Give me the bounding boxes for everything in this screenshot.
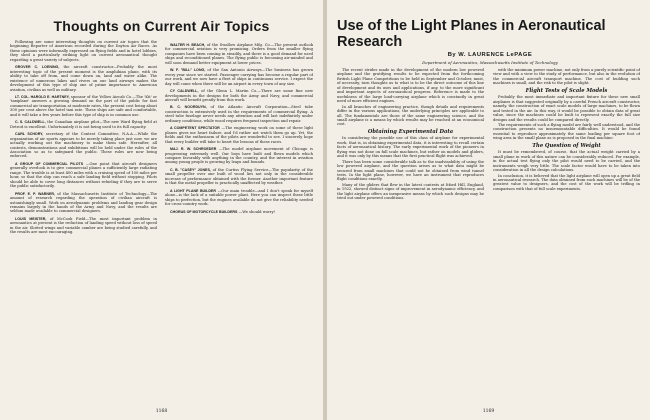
quote-paragraph	[10, 95, 157, 117]
paragraph-text: The recent strides made in the development of the modern low powered airplane and the gratifying results to be expected from the forthcoming British Light Plane Competitions to be held in September and October, must, of necessity, turn thoughts as to what is to be the direct outcome of this line of development and its uses and applications, if any, to the more significant and important aspects of aeronautical progress. Reference is made to the usefulness of the large load-carrying airplane which is constantly in great need of more efficient engines.	[337, 68, 484, 104]
speaker-name: A LIGHT PLANE BUILDER	[170, 188, 216, 193]
speaker-name: CY CALDWELL,	[170, 89, 199, 94]
left-page-title: Thoughts on Current Air Topics	[53, 18, 270, 34]
quote-paragraph	[165, 89, 313, 102]
quote-paragraph	[165, 168, 313, 186]
left-column-1	[10, 40, 157, 402]
quote-paragraph	[165, 147, 313, 165]
paragraph-text: of the Massachusetts Institute of Technology—The amount of research regarding the operation of civilian aircraft is astonishingly small. Work on aerodynamic problems and landing gear design remains largely in the hands of the Army and Navy, and the results are seldom made available to commercial designers.	[10, 191, 157, 214]
body-paragraph	[493, 95, 640, 122]
paragraph-text: Probably the most immediate and important fixture for these new small airplanes is that suggested originally by a careful French aircraft constructor, namely, the construction of exact scale models of large machines, to be flown and tested in the air. In this way, it would be possible to obtain data of great value, since the machines could be built to represent exactly the full size designs and the results could be compared directly.	[493, 95, 640, 122]
paragraph-text: of McCook Field—The most important problem in aeronautics at present is the reduction of landing speed without loss of speed in the air. Slotted wings and variable camber are being studied carefully, and the results are most encouraging.	[10, 216, 157, 235]
speaker-name: WALTER H. BEACH,	[170, 43, 206, 47]
paragraph-text: Many of the gliders that flew in the latest contests at Itford Hill, England, in 1922, showed distinct signs of improvement in aerodynamic efficiency, and the light airplane offers an inexpensive means by which such designs may be tried out under powered conditions.	[337, 182, 484, 201]
body-paragraph	[337, 160, 484, 182]
left-page	[0, 0, 323, 420]
paragraph-text: the Canadian airplane pilot—The new Ward flying field at Detroit is excellent. Unfortunately it is not being used to its full capacity.	[10, 120, 157, 129]
quote-paragraph	[10, 192, 157, 214]
quote-paragraph	[10, 120, 157, 129]
right-page	[327, 0, 650, 420]
speaker-name: C. B. "CASEY" JONES,	[170, 167, 211, 172]
paragraph-text: the aircraft constructor—Probably the most interesting topic of the present moment is the amphibian plane, with its ability to take off from, and come down on, land and water alike. The existence of numerous lakes and rivers on our land airways makes the development of this type of ship one of prime importance to American aviation, civilian as well as military.	[10, 65, 157, 92]
paragraph-text: with the minimum power machine, not only from a purely scientific point of view and with a view to the study of performance, but also in the evolution of the commercial aircraft transport machine. The cost of building such machines is small, and the risk to the pilot is slight.	[493, 68, 640, 86]
body-paragraph	[337, 105, 484, 127]
paragraph-text: of the Curtiss Flying Service—The popularity of the small propeller over one built of wood lies not only in the considerable increase of performance obtained with the former. Another important feature is that the metal propeller is practically unaffected by weather.	[165, 167, 313, 186]
quote-paragraph	[10, 132, 157, 159]
paragraph-text: In considering the possible use of this class of airplane for experimental work, that is, in obtaining experimental data, it is interesting to recall certain facts of aeronautical history. The early experimental work of the pioneers in flying was not done on full scale machines, but rather on models and gliders, and it was only by this means that the first practical flight was achieved.	[337, 136, 484, 159]
paragraph-text: sponsor of the Yellow Aircab Co.—The 'Kit' or 'taxiplane' answers a growing demand on the part of the public for fast commercial air transportation at moderate rates, the present cost being about 300 per cent above the hotel taxi rate. These ships are safe and comfortable, and it will take a few years before this type of ship is in common use.	[10, 94, 157, 117]
speaker-name: CHORUS OF MOTORCYCLE BUILDERS	[170, 209, 238, 214]
speaker-name: PROF. E. P. WARNER,	[15, 191, 55, 196]
speaker-name: LOUIS MEISTER,	[15, 216, 47, 221]
body-paragraph	[493, 174, 640, 192]
section-heading: Obtaining Experimental Data	[367, 128, 454, 135]
author-affiliation: Department of Aeronautics, Massachusetts Institute of Technology	[422, 60, 558, 65]
paragraph-text: In conclusion, it is believed that the light airplane will open up a great field in aeronautical research. The data obtained from such machines will be of the greatest value to designers, and the cost of the work will be trifling in comparison with that of full scale experiments.	[493, 173, 640, 191]
paragraph-text: —The model airplane movement of Chicago is progressing extremely well. Our boys have built and flown models which compare favorably with anything in the country, and the interest in aviation among young people is growing by leaps and bounds.	[165, 147, 313, 165]
paragraph-text: —One point that aircraft designers generally overlook is to give commercial planes a sufficiently large radiating range. The trouble is at least 400 miles with a cruising speed of 100 miles per hour, so that the ship can reach a safe landing field without stopping. Pilots should be able to cover long distances without refueling if they are to serve the public satisfactorily.	[10, 161, 157, 189]
paragraph-text: —The engineering work on some of these light planes gives me heart failure, and I'd rather not watch them go up. Yet, the fields and the enthusiasm of the pilots are wonderful to see. I sincerely hope that every builder will take to heart the lessons of these races.	[165, 126, 313, 144]
speaker-name: A COMPETENT SPECTATOR	[170, 126, 220, 131]
speaker-name: MAJ. R. W. SCHROEDER	[170, 147, 217, 152]
paragraph-text: of the San Antonio Airways—The business has grown every year since we started. Passenger carrying has become a regular part of our work, and we now have a fleet of ships in continuous service. I expect the day will come when there will be an airport in every town of any size.	[165, 68, 313, 86]
paragraph-text: The requirements of such a flying model are fairly well understood, and the construction presents no insurmountable difficulties. It would be found essential to reproduce approximately the same loading per square foot of wing area in the small plane as is proposed in the final machine.	[493, 122, 640, 141]
paragraph-text: of the Glenn L. Martin Co.—There are some fine new developments in the designs for both the Army and Navy, and commercial aircraft will benefit greatly from this work.	[165, 89, 313, 102]
speaker-name: B. C. NOORDUYN,	[170, 105, 207, 110]
right-column-1	[337, 68, 484, 404]
quote-paragraph	[165, 189, 313, 207]
paragraph-text: of the Swallow Airplane Mfg. Co.—The present outlook for commercial aviation is very promising. Orders from the smaller flying companies have been coming in steadily, and there is a good demand for used ships and reconditioned planes. The flying public is becoming air-minded and will soon demand better equipment at lower prices.	[165, 43, 313, 65]
paragraph-text: —Our main trouble—and I don't speak for myself alone—is the lack of a suitable power plant. Here you can inspect these little ships to perfection, but the engines available do not give the reliability needed for cross-country work.	[165, 188, 313, 207]
speaker-name: CARL SCHORY,	[15, 132, 44, 137]
speaker-name: C. S. CALDWELL,	[15, 120, 46, 125]
speaker-name: LT. COL. HAROLD E. HARTNEY,	[15, 94, 70, 99]
body-paragraph	[337, 183, 484, 201]
paragraph-text: In all branches of engineering practice, though details and requirements differ in the various applications, the underlying principles are applicable to all. The fundamentals are those of the same engineering science, and the small airplane is a means by which results may be reached at an economical cost.	[337, 104, 484, 127]
speaker-name: A GROUP OF COMMERCIAL PILOTS	[15, 161, 84, 166]
quote-paragraph	[165, 43, 313, 65]
paragraph-text: secretary of the Contest Committee, N.A.A.—While the organization of air sports appears to be merely taking place just now, we are actually working out the machinery to make them safe. Hereafter, all contests, demonstrations and exhibitions will be held under the rules of the Association so as to safeguard the public. These rules are now being enforced.	[10, 132, 157, 159]
byline-block	[337, 52, 643, 65]
speaker-name: W. F. "BILL" LONG,	[170, 68, 206, 73]
right-column-2	[493, 68, 640, 404]
body-paragraph	[493, 123, 640, 141]
body-paragraph	[493, 150, 640, 172]
body-paragraph	[337, 68, 484, 104]
section-heading: Flight Tests of Scale Models	[525, 87, 608, 94]
page-number: 1168	[155, 409, 168, 414]
paragraph-text: It must be remembered, of course, that the actual weight carried by a small plane in work of this nature can be considerably reduced. For example, in the actual test flying only the pilot would need to be carried, and the instruments weigh very little. The scale factor would have to be taken into consideration in all the design calculations.	[493, 150, 640, 173]
body-paragraph	[10, 40, 157, 62]
quote-paragraph	[165, 126, 313, 144]
speaker-name: GROVER C. LOENING,	[15, 65, 60, 70]
paragraph-text: Following are some interesting thoughts on current air topics that the beginning Reporter of American recorded during the Dayton Air Races. As these opinions were informally expressed on flying fields and in hotel lobbies, they shed a particularly striking light on current aeronautical thought regarding a great variety of subjects.	[10, 40, 157, 62]
body-paragraph	[493, 68, 640, 86]
body-paragraph	[337, 136, 484, 158]
paragraph-text: of the Atlantic Aircraft Corporation—Steel tube construction is extensively used in the requirements of commercial flying. A steel tube fuselage never needs any attention and will last indefinitely under ordinary conditions, while wood requires frequent inspection and repair.	[165, 105, 313, 123]
author-byline: By W. LAURENCE LePAGE	[447, 52, 533, 58]
quote-paragraph	[165, 210, 313, 214]
quote-paragraph	[10, 65, 157, 92]
quote-paragraph	[165, 68, 313, 86]
quote-paragraph	[10, 162, 157, 189]
article-title: Use of the Light Planes in Aeronautical Research	[337, 18, 606, 50]
paragraph-text: —We should worry!	[238, 209, 276, 214]
page-number: 1169	[482, 409, 495, 414]
left-column-2	[165, 40, 313, 402]
quote-paragraph	[10, 217, 157, 235]
quote-paragraph	[165, 105, 313, 123]
section-heading: The Question of Weight	[532, 142, 601, 149]
paragraph-text: There has been some considerable talk as to the inadvisability of using the low powered airplane, and the question arises as to what data might be secured from small machines that could not be obtained from wind tunnel tests. In the light plane, however, we have an instrument that reproduces flight conditions exactly.	[337, 159, 484, 182]
